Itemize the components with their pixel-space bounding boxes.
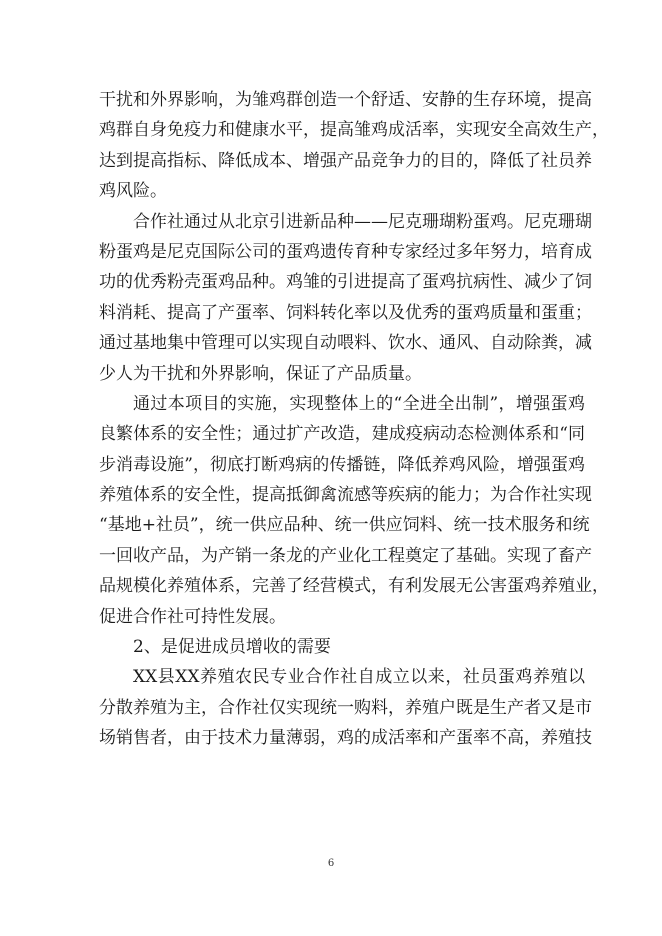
text-line: 品规模化养殖体系，完善了经营模式，有利发展无公害蛋鸡养殖业， [99,576,609,597]
text-line: 料消耗、提高了产蛋率、饲料转化率以及优秀的蛋鸡质量和蛋重； [99,302,592,323]
body-text [99,85,609,754]
text-line: 鸡群自身免疫力和健康水平，提高雏鸡成活率，实现安全高效生产， [99,120,609,141]
text-line: 鸡风险。 [99,181,167,202]
text-line: 通过本项目的实施，实现整体上的“全进全出制”，增强蛋鸡 [133,393,585,414]
text-line: 粉蛋鸡是尼克国际公司的蛋鸡遗传育种专家经过多年努力，培育成 [99,241,592,262]
text-line: 2、是促进成员增收的需要 [133,637,331,658]
text-line: 少人为干扰和外界影响，保证了产品质量。 [99,363,422,384]
text-line: 良繁体系的安全性；通过扩产改造，建成疫病动态检测体系和“同 [99,424,585,445]
text-line: 通过基地集中管理可以实现自动喂料、饮水、通风、自动除粪，减 [99,333,592,354]
text-line: 一回收产品，为产销一条龙的产业化工程奠定了基础。实现了畜产 [99,545,592,566]
text-line: 干扰和外界影响，为雏鸡群创造一个舒适、安静的生存环境，提高 [99,90,592,110]
text-line: “基地+社员”，统一供应品种、统一供应饲料、统一技术服务和统 [99,515,590,536]
text-line: 步消毒设施”，彻底打断鸡病的传播链，降低养鸡风险，增强蛋鸡 [99,454,585,475]
page-number: 6 [327,858,335,869]
text-line: 促进合作社可持性发展。 [99,606,286,627]
text-line: XX县XX养殖农民专业合作社自成立以来，社员蛋鸡养殖以 [133,667,585,688]
text-line: 场销售者，由于技术力量薄弱，鸡的成活率和产蛋率不高，养殖技 [99,728,592,749]
text-line: 分散养殖为主，合作社仅实现统一购料，养殖户既是生产者又是市 [99,697,592,718]
text-line: 功的优秀粉壳蛋鸡品种。鸡雏的引进提高了蛋鸡抗病性、减少了饲 [99,272,592,293]
text-line: 合作社通过从北京引进新品种——尼克珊瑚粉蛋鸡。尼克珊瑚 [133,211,592,232]
text-line: 达到提高指标、降低成本、增强产品竞争力的目的，降低了社员养 [99,150,592,171]
text-line: 养殖体系的安全性，提高抵御禽流感等疾病的能力；为合作社实现 [99,485,592,506]
